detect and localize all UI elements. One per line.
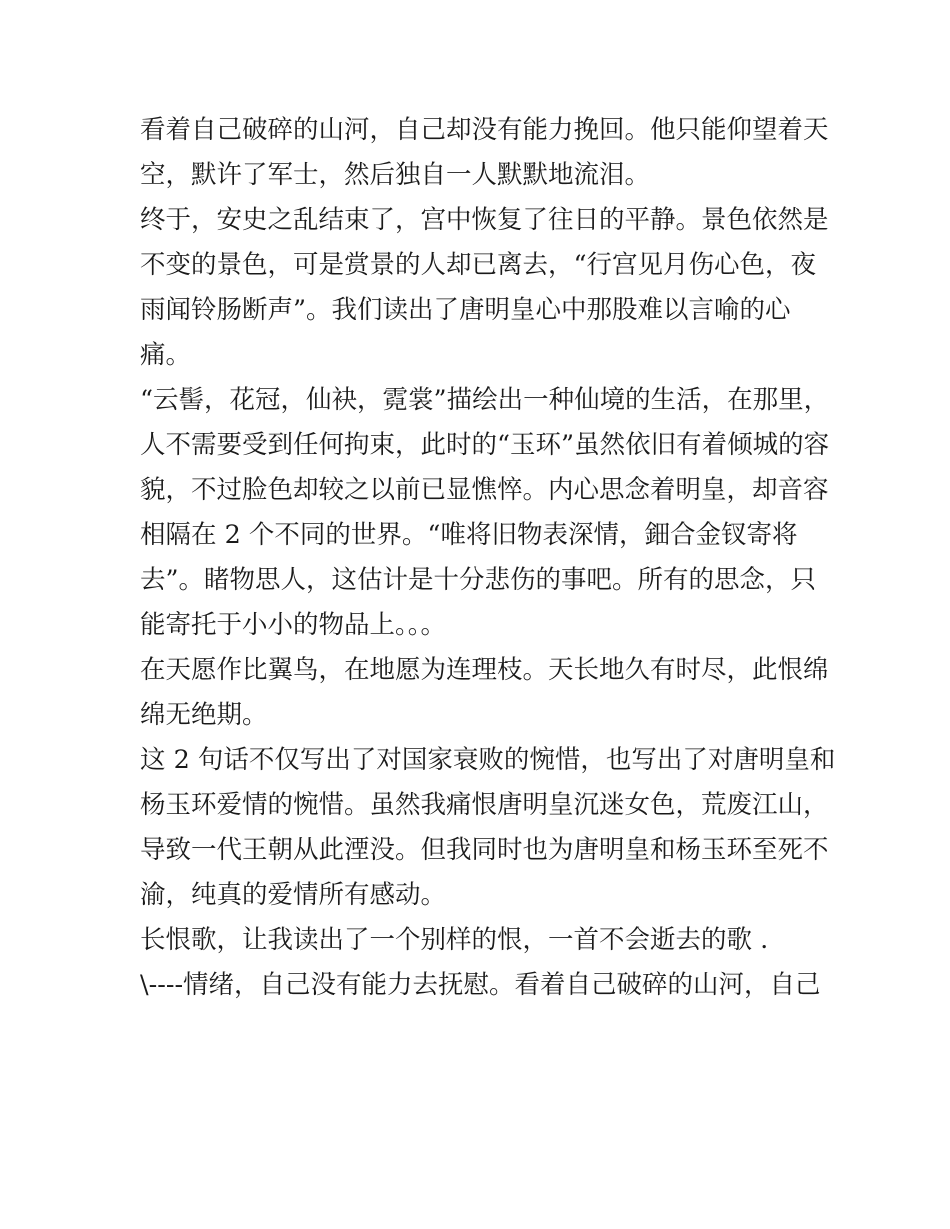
text-line: 雨闻铃肠断声”。我们读出了唐明皇心中那股难以言喻的心 (140, 295, 791, 325)
text-line: 终于，安史之乱结束了，宫中恢复了往日的平静。景色依然是 (140, 205, 829, 235)
text-line: 空，默许了军士，然后独自一人默默地流泪。 (140, 160, 651, 190)
text-line: 绵无绝期。 (140, 700, 268, 730)
text-line: 长恨歌，让我读出了一个别样的恨，一首不会逝去的歌 . (140, 925, 769, 955)
text-line: 看着自己破碎的山河，自己却没有能力挽回。他只能仰望着天 (140, 115, 829, 145)
text-line: 不变的景色，可是赏景的人却已离去，“行宫见月伤心色，夜 (140, 250, 817, 280)
text-line: \----情绪，自己没有能力去抚慰。看着自己破碎的山河，自己 (140, 970, 821, 1000)
text-line: 导致一代王朝从此湮没。但我同时也为唐明皇和杨玉环至死不 (140, 835, 829, 865)
text-line: 人不需要受到任何拘束，此时的“玉环”虽然依旧有着倾城的容 (140, 430, 830, 460)
text-line: 渝，纯真的爱情所有感动。 (140, 880, 447, 910)
text-line: “云髻，花冠，仙袂，霓裳”描绘出一种仙境的生活，在那里， (140, 385, 830, 415)
text-line: 在天愿作比翼鸟，在地愿为连理枝。天长地久有时尽，此恨绵 (140, 655, 829, 685)
text-line: 去”。睹物思人，这估计是十分悲伤的事吧。所有的思念，只 (140, 565, 817, 595)
text-line: 痛。 (140, 340, 192, 370)
text-line: 相隔在 2 个不同的世界。“唯将旧物表深情，鈿合金钗寄将 (140, 520, 798, 550)
text-line: 杨玉环爱情的惋惜。虽然我痛恨唐明皇沉迷女色，荒废江山， (140, 790, 829, 820)
document-body (140, 108, 836, 1008)
text-line: 貌，不过脸色却较之以前已显憔悴。内心思念着明皇，却音容 (140, 475, 829, 505)
text-line: 能寄托于小小的物品上。。。 (140, 610, 447, 640)
text-line: 这 2 句话不仅写出了对国家衰败的惋惜，也写出了对唐明皇和 (140, 745, 836, 775)
